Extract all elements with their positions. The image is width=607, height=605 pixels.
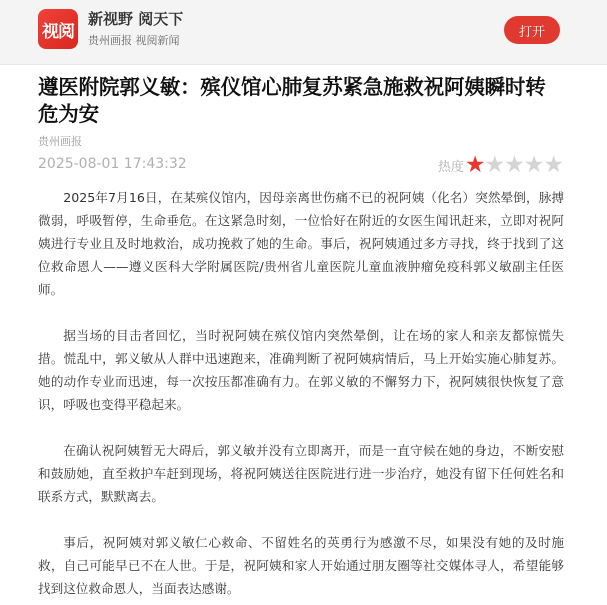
article-paragraph: 事后，祝阿姨对郭义敏仁心救命、不留姓名的英勇行为感激不尽，如果没有她的及时施救，自己可能早已不在人世。于是，祝阿姨和家人开始通过朋友圈等社交媒体寻人，希望能够找到这位救命恩人，当面表达感谢。 [38,535,564,596]
heat-rating [438,154,564,176]
article-paragraph: 在确认祝阿姨暂无大碍后，郭义敏并没有立即离开，而是一直守候在她的身边，不断安慰和鼓励她，直至救护车赶到现场，将祝阿姨送往医院进行进一步治疗，她没有留下任何姓名和联系方式，默默离去。 [38,443,564,504]
brand-title: 新视野 阅天下 [88,10,184,28]
article-source: 贵州画报 [38,135,82,148]
star-icon: ★ [464,152,486,178]
open-app-button[interactable]: 打开 [504,16,560,44]
brand-block [88,10,183,48]
app-header [0,0,607,65]
article-paragraph: 2025年7月16日，在某殡仪馆内，因母亲离世伤痛不已的祝阿姨（化名）突然晕倒，脉搏微弱，呼吸暂停，生命垂危。在这紧急时刻，一位恰好在附近的女医生闻讯赶来，立即对祝阿姨进行专业且及时地救治，成功挽救了她的生命。事后，祝阿姨通过多方寻找，终于找到了这位救命恩人——遵义医科大学附属医院/贵州省儿童医院儿童血液肿瘤免疫科郭义敏副主任医师。 [38,190,564,297]
article-title: 遵医附院郭义敏：殡仪馆心肺复苏紧急施救祝阿姨瞬时转危为安 [38,75,546,126]
article-paragraph: 据当场的目击者回忆，当时祝阿姨在殡仪馆内突然晕倒，让在场的家人和亲友都惊慌失措。慌乱中，郭义敏从人群中迅速跑来，准确判断了祝阿姨病情后，马上开始实施心肺复苏。她的动作专业而迅速，每一次按压都准确有力。在郭义敏的不懈努力下，祝阿姨很快恢复了意识，呼吸也变得平稳起来。 [38,328,564,412]
brand-subtitle: 贵州画报 视阅新闻 [88,34,180,47]
article-meta [38,154,564,176]
star-icon: ★ [504,152,525,178]
star-icon: ★ [543,152,564,178]
app-logo: 视阅 [38,9,78,49]
star-icon: ★ [523,152,545,178]
article [38,74,564,600]
star-icon: ★ [484,152,506,178]
publish-datetime: 2025-08-01 17:43:32 [38,156,187,172]
heat-label: 热度 [437,159,464,175]
